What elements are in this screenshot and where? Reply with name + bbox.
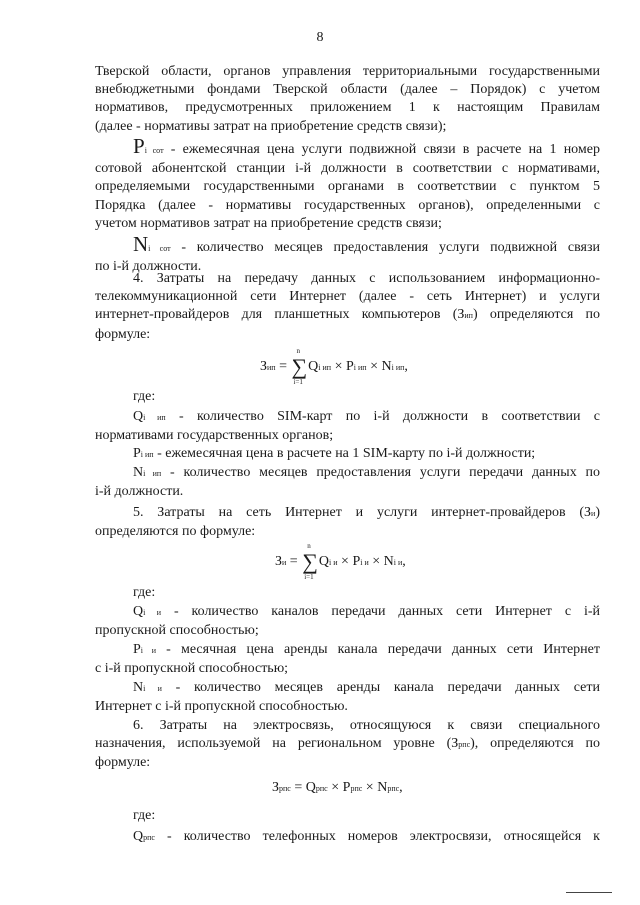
text-line: формуле: — [95, 326, 151, 342]
formula-internet — [275, 542, 406, 581]
text-line — [95, 306, 600, 325]
paragraph-5 — [95, 504, 600, 541]
var-symbol: N — [133, 465, 144, 480]
paragraph-6 — [95, 717, 600, 773]
formula-equals: = — [289, 554, 298, 569]
text-line — [95, 679, 600, 698]
formula-lhs: З — [275, 554, 283, 569]
formula-term-subscript: i ип — [391, 363, 405, 372]
text-line — [95, 232, 600, 258]
formula-lhs-subscript: рпс — [279, 784, 291, 793]
var-subscript: i сот — [148, 244, 171, 253]
var-subscript: i ип — [143, 469, 162, 478]
sum-lower-limit: i=1 — [304, 573, 314, 581]
formula-term: N — [383, 554, 394, 569]
sum-sign — [291, 347, 308, 386]
formula-term-subscript: i ип — [353, 363, 367, 372]
text-fragment: - ежемесячная цена в расчете на 1 SIM-карту по i-й должности; — [153, 446, 536, 461]
sum-symbol: ∑ — [302, 549, 318, 574]
var-subscript: рпс — [458, 740, 471, 750]
formula-lhs: З — [272, 780, 280, 795]
sum-symbol: ∑ — [291, 354, 308, 379]
var-symbol: P — [133, 446, 141, 461]
var-subscript: и — [591, 509, 596, 518]
text-line: с i-й пропускной способностью; — [95, 661, 289, 677]
formula-term-subscript: рпс — [387, 784, 400, 793]
text-line: 4. Затраты на передачу данных с использованием информационно- — [133, 271, 600, 286]
sum-upper-limit: n — [296, 347, 300, 355]
text-fragment: ) — [595, 505, 600, 520]
text-line: сотовой абонентской станции i-й должности в соответствии с нормативами, — [95, 161, 600, 177]
var-symbol: P — [133, 134, 145, 158]
text-fragment: - количество месяцев аренды канала передачи данных сети — [161, 680, 600, 695]
formula-lhs-subscript: ип — [267, 363, 276, 372]
text-line: нормативами государственных органов; — [95, 428, 334, 444]
formula-equals: = — [279, 359, 287, 374]
var-symbol: N — [133, 232, 149, 256]
formula-term: Q — [318, 554, 330, 569]
sum-sign — [302, 542, 318, 581]
formula-equals: = — [294, 780, 303, 795]
text-fragment: - количество телефонных номеров электросвязи, относящейся к — [154, 829, 600, 844]
formula-term: Q — [305, 780, 316, 795]
text-line: i-й должности. — [95, 484, 184, 500]
formula-term: P — [342, 780, 351, 795]
text-fragment: - количество месяцев предоставления услуги передачи данных по — [161, 465, 600, 480]
text-line — [95, 408, 600, 427]
formula-term-subscript: i ип — [318, 363, 332, 372]
formula-term-subscript: i и — [393, 558, 403, 567]
var-subscript: ип — [464, 311, 473, 321]
var-subscript: i и — [143, 608, 162, 617]
sum-upper-limit: n — [307, 542, 311, 550]
where-label: где: — [133, 389, 156, 404]
formula-times: × — [334, 359, 343, 374]
formula-term: N — [381, 359, 392, 374]
formula-term: P — [352, 554, 361, 569]
definition-q-rps — [95, 828, 600, 847]
formula-term-subscript: i и — [360, 558, 369, 567]
formula-term-subscript: рпс — [350, 784, 363, 793]
where-label: где: — [133, 808, 156, 823]
text-line: определяются по формуле: — [95, 524, 256, 540]
text-line — [95, 641, 600, 660]
text-fragment: интернет-провайдеров для планшетных компьютеров ( — [95, 307, 458, 323]
text-fragment: - месячная цена аренды канала передачи данных сети Интернет — [155, 642, 600, 657]
formula-internet-planshet — [260, 347, 408, 386]
text-line: пропускной способностью; — [95, 623, 259, 639]
formula-term: Q — [308, 359, 319, 374]
text-fragment: ) определяются по — [472, 307, 601, 323]
text-line: Интернет с i-й пропускной способностью. — [95, 699, 348, 715]
formula-end: , — [404, 359, 408, 374]
paragraph-continuation — [95, 63, 600, 136]
var-symbol: P — [133, 642, 141, 657]
definition-p-ip — [95, 445, 600, 464]
formula-times: × — [331, 780, 340, 795]
var-subscript: i ип — [140, 450, 154, 459]
formula-times: × — [341, 554, 349, 569]
text-line: внебюджетными фондами Тверской области (далее – Порядок) с учетом — [95, 82, 600, 98]
var-symbol: Q — [133, 604, 144, 619]
where-label: где: — [133, 585, 156, 600]
definition-p-sot — [95, 134, 600, 233]
text-line: (далее - нормативы затрат на приобретение средств связи); — [95, 118, 447, 134]
var-symbol: Q — [133, 409, 144, 424]
formula-times: × — [370, 359, 378, 374]
formula-rps — [272, 780, 403, 796]
text-fragment: назначения, используемой на региональном уровне (З — [95, 736, 459, 752]
formula-end: , — [399, 780, 403, 795]
var-subscript: i сот — [144, 146, 164, 155]
formula-term-subscript: i и — [329, 558, 338, 567]
formula-term-subscript: рпс — [315, 784, 328, 793]
text-fragment: - количество SIM-карт по i-й должности в соответствии с — [165, 409, 600, 424]
text-fragment: - количество каналов передачи данных сети Интернет с i-й — [161, 604, 600, 619]
formula-times: × — [365, 780, 374, 795]
var-subscript: рпс — [143, 833, 155, 842]
paragraph-4 — [95, 270, 600, 344]
text-fragment: ), определяются по — [470, 736, 600, 752]
text-line: 6. Затраты на электросвязь, относящуюся к связи специального — [133, 718, 600, 733]
text-line: формуле: — [95, 755, 151, 771]
definition-q-ip — [95, 408, 600, 445]
var-subscript: i и — [140, 646, 156, 655]
text-fragment: 5. Затраты на сеть Интернет и услуги интернет-провайдеров (З — [133, 505, 592, 520]
text-line: нормативов, предусмотренных приложением 1 к настоящим Правилам — [95, 100, 600, 116]
text-fragment: - количество месяцев предоставления услуги подвижной связи — [170, 240, 600, 255]
var-symbol: З — [457, 307, 465, 323]
definition-n-ip — [95, 464, 600, 501]
text-line: Порядка (далее - нормативы государственных органов), определенными с — [95, 197, 600, 213]
text-line — [95, 134, 600, 160]
var-subscript: i и — [143, 684, 162, 693]
formula-times: × — [372, 554, 381, 569]
scan-edge-line — [566, 892, 612, 893]
var-symbol: Q — [133, 829, 144, 844]
text-line — [95, 603, 600, 622]
text-line — [95, 464, 600, 483]
text-line — [95, 735, 600, 754]
text-line — [95, 828, 600, 847]
text-line: по i-й должности. — [95, 259, 202, 275]
var-subscript: i ип — [143, 413, 166, 422]
text-line — [95, 504, 600, 523]
formula-lhs-subscript: и — [282, 558, 287, 567]
definition-q-i — [95, 603, 600, 640]
text-line: учетом нормативов затрат на приобретение средств связи; — [95, 215, 442, 231]
text-line: телекоммуникационной сети Интернет (далее - сеть Интернет) и услуги — [95, 289, 600, 305]
text-fragment: - ежемесячная цена услуги подвижной связи в расчете на 1 номер — [163, 142, 600, 157]
definition-n-i — [95, 679, 600, 716]
formula-lhs: З — [260, 359, 268, 374]
text-line: определяемыми государственными органами в соответствии с пунктом 5 — [95, 179, 600, 195]
var-symbol: N — [133, 680, 144, 695]
text-line — [95, 445, 600, 464]
definition-p-i — [95, 641, 600, 678]
formula-end: , — [402, 554, 406, 569]
sum-lower-limit: i=1 — [293, 378, 303, 386]
formula-term: N — [377, 780, 388, 795]
formula-term: P — [346, 359, 354, 374]
text-line: Тверской области, органов управления территориальными государственными — [95, 64, 600, 79]
page-number: 8 — [316, 30, 324, 45]
